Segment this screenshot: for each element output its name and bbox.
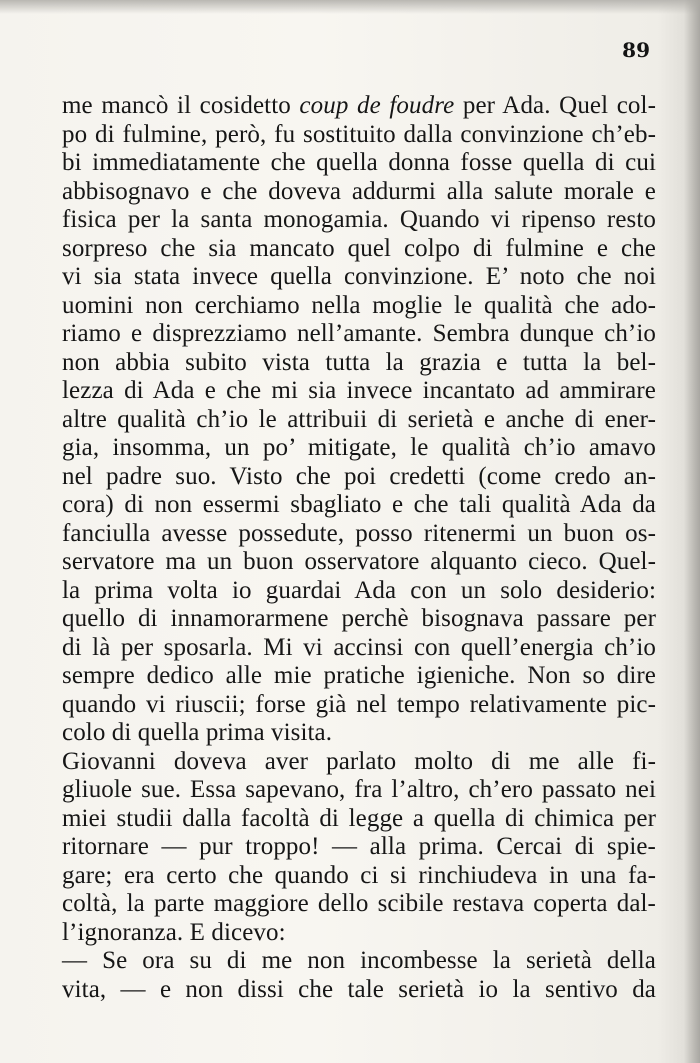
text-line: vi sia stata invece quella convinzione. E’ noto che noi (62, 263, 656, 290)
text-line: fisica per la santa monogamia. Quando vi ripenso resto (62, 206, 656, 233)
text-line: uomini non cerchiamo nella moglie le qualità che ado- (62, 291, 656, 319)
text-line: fanciulla avesse possedute, posso ritenermi un buon os- (62, 519, 656, 547)
text-line: gliuole sue. Essa sapevano, fra l’altro, ch’ero passato nei (62, 776, 656, 803)
italic-phrase: coup de foudre (299, 92, 455, 119)
paragraph-end-line: colo di quella prima visita. (62, 719, 333, 746)
text-line: riamo e disprezziamo nell’amante. Sembra dunque ch’io (62, 320, 656, 347)
text-line: ritornare — pur troppo! — alla prima. Cercai di spie- (62, 833, 656, 860)
binding-shadow (684, 0, 700, 1063)
dialogue-line: — Se ora su di me non incombesse la serietà della (62, 947, 656, 974)
text-line: non abbia subito vista tutta la grazia e tutta la bel- (62, 348, 656, 376)
text-line: cora) di non essermi sbagliato e che tali qualità Ada da (62, 491, 656, 518)
text-line: gare; era certo che quando ci si rinchiudeva in una fa- (62, 861, 656, 889)
text-line: me mancò il cosidetto coup de foudre per Ada. Quel col- (62, 92, 657, 119)
text-line: la prima volta io guardai Ada con un solo desiderio: (62, 576, 656, 604)
text-line: lezza di Ada e che mi sia invece incantato ad ammirare (62, 377, 656, 404)
text-line: po di fulmine, però, fu sostituito dalla convinzione ch’eb- (62, 120, 656, 148)
text-line: altre qualità ch’io le attribuii di serietà e anche di ener- (62, 405, 656, 433)
text-line: sorpreso che sia mancato quel colpo di fulmine e che (62, 234, 656, 262)
text-line: nel padre suo. Visto che poi credetti (come credo an- (62, 462, 656, 490)
top-edge-shadow (0, 0, 700, 14)
text-line: quello di innamorarmene perchè bisognava passare per (62, 605, 656, 632)
page-number: 89 (622, 38, 650, 62)
text-line: sempre dedico alle mie pratiche igieniche. Non so dire (62, 662, 656, 689)
text-line: quando vi riuscii; forse già nel tempo relativamente pic- (62, 690, 656, 718)
text-line: bi immediatamente che quella donna fosse quella di cui (62, 149, 656, 176)
text-line: di là per sposarla. Mi vi accinsi con quell’energia ch’io (62, 633, 656, 661)
text-line: gia, insomma, un po’ mitigate, le qualità ch’io amavo (62, 434, 656, 461)
paragraph-start-line: Giovanni doveva aver parlato molto di me alle fi- (62, 747, 656, 775)
text-line: coltà, la parte maggiore dello scibile restava coperta dal- (62, 890, 656, 917)
text-line: vita, — e non dissi che tale serietà io la sentivo da (62, 975, 656, 1003)
paragraph-end-line: l’ignoranza. E dicevo: (62, 918, 286, 946)
body-text (62, 92, 656, 1004)
text-line: abbisognavo e che doveva addurmi alla salute morale e (62, 177, 656, 205)
text-line: miei studii dalla facoltà di legge a quella di chimica per (62, 804, 656, 832)
text-line: servatore ma un buon osservatore alquanto cieco. Quel- (62, 548, 656, 575)
